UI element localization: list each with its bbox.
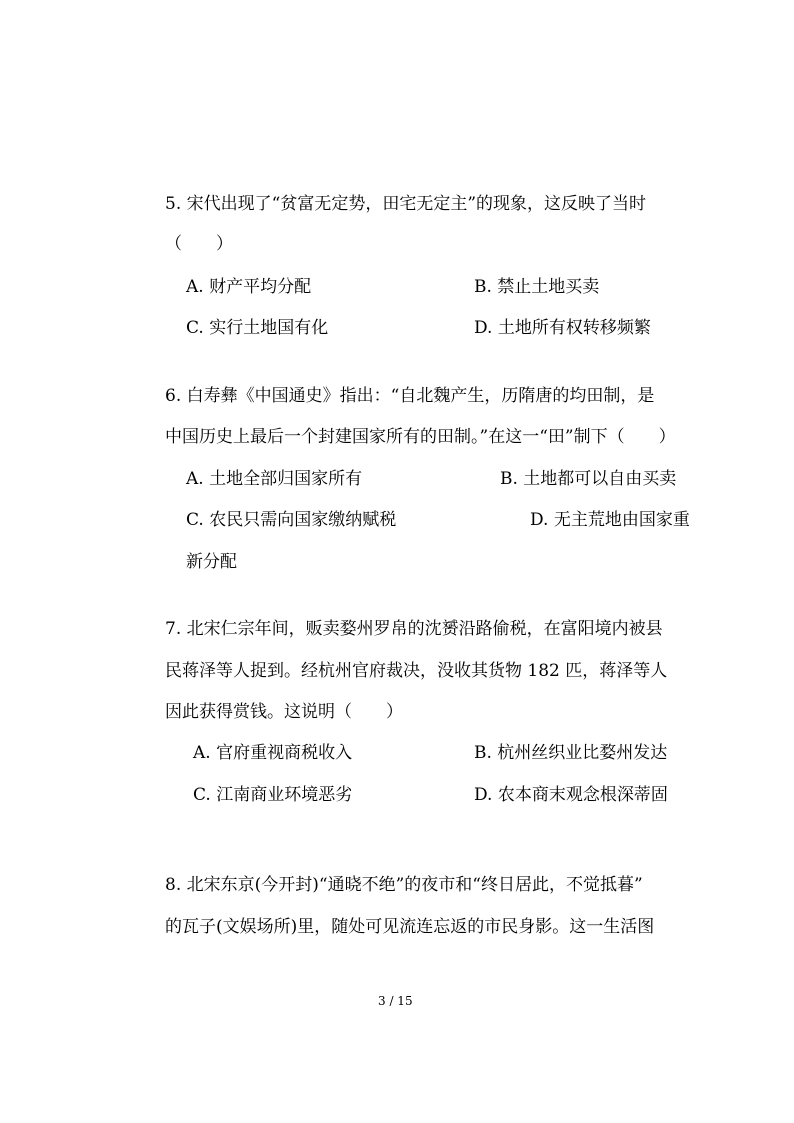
question-7-stem-line-3: 因此获得赏钱。这说明（ ） [165,702,403,722]
question-8-stem-line-1: 8. 北宋东京(今开封)“通晓不绝”的夜市和“终日居此，不觉抵暮” [165,875,643,895]
question-6-option-d: D. 无主荒地由国家重 [530,510,690,530]
question-8-stem-line-2: 的瓦子(文娱场所)里，随处可见流连忘返的市民身影。这一生活图 [165,917,655,937]
question-5-option-a: A. 财产平均分配 [186,277,312,297]
question-7-option-b: B. 杭州丝织业比婺州发达 [474,743,668,763]
question-7-option-c: C. 江南商业环境恶劣 [193,785,353,805]
question-7-stem-line-1: 7. 北宋仁宗年间，贩卖婺州罗帛的沈赟沿路偷税，在富阳境内被县 [165,619,663,639]
question-6-option-b: B. 土地都可以自由买卖 [500,469,677,489]
question-5-option-c: C. 实行土地国有化 [186,318,329,338]
question-5-stem-line-1: 5. 宋代出现了“贫富无定势，田宅无定主”的现象，这反映了当时 [165,194,647,214]
question-5-option-b: B. 禁止土地买卖 [474,277,600,297]
question-6-stem-line-1: 6. 白寿彝《中国通史》指出：“自北魏产生，历隋唐的均田制，是 [165,386,655,406]
question-7-option-a: A. 官府重视商税收入 [193,743,353,763]
question-7-option-d: D. 农本商末观念根深蒂固 [474,785,668,805]
question-5-stem-line-2: （ ） [165,234,233,254]
question-7-stem-line-2: 民蒋泽等人捉到。经杭州官府裁决，没收其货物 182 匹，蒋泽等人 [165,661,668,681]
question-6-option-d-continued: 新分配 [186,552,237,572]
page-number: 3 / 15 [378,994,413,1008]
question-6-option-c: C. 农民只需向国家缴纳赋税 [186,510,397,530]
question-6-stem-line-2: 中国历史上最后一个封建国家所有的田制。”在这一“田”制下（ ） [165,427,676,447]
question-5-option-d: D. 土地所有权转移频繁 [474,318,651,338]
question-6-option-a: A. 土地全部归国家所有 [186,469,363,489]
